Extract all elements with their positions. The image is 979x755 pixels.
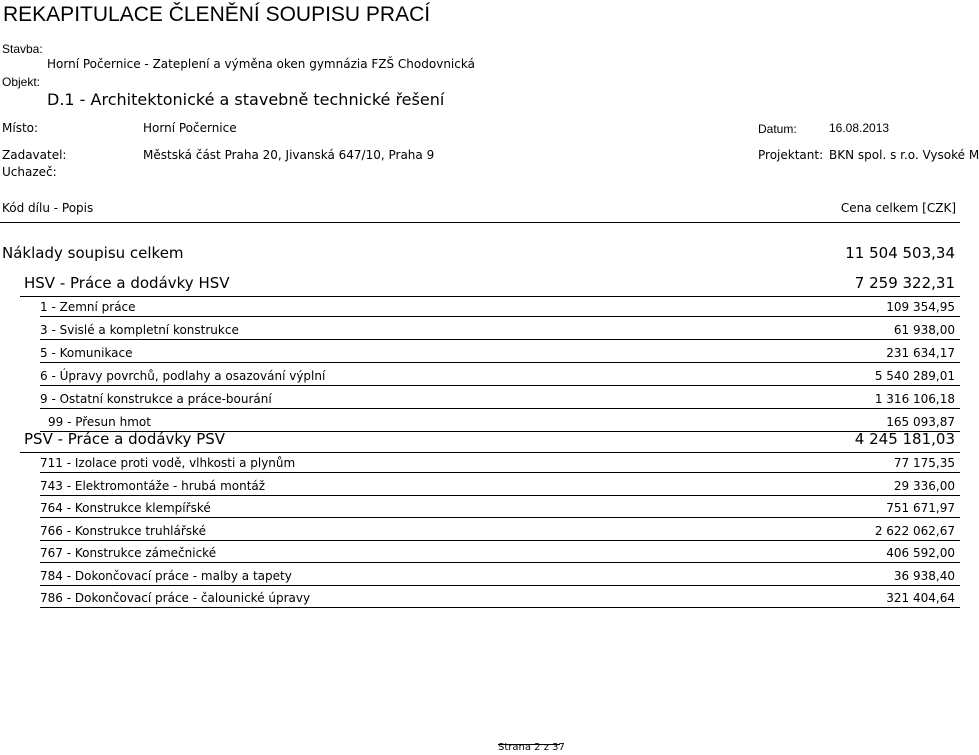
psv-item-label: 766 - Konstrukce truhlářské [40,523,206,538]
column-header-code: Kód dílu - Popis [2,201,94,215]
row-divider [40,517,960,518]
total-value: 11 504 503,34 [845,244,955,262]
projektant-value: BKN spol. s r.o. Vysoké M [829,148,979,162]
hsv-label: HSV - Práce a dodávky HSV [24,274,230,292]
row-divider [40,385,960,386]
hsv-item-label: 9 - Ostatní konstrukce a práce-bourání [40,392,272,406]
datum-label: Datum: [758,122,797,136]
row-divider [40,472,960,473]
hsv-item-label: 1 - Zemní práce [40,300,136,314]
total-label: Náklady soupisu celkem [2,244,184,262]
psv-item-label: 764 - Konstrukce klempířské [40,501,211,515]
psv-item-value: 321 404,64 [886,591,955,605]
projektant-label: Projektant: [758,148,824,162]
psv-item-value: 77 175,35 [893,456,955,470]
psv-item-value: 2 622 062,67 [874,523,955,538]
hsv-item-label: 5 - Komunikace [40,346,133,360]
hsv-item-label: 99 - Přesun hmot [48,415,151,429]
misto-label: Místo: [2,121,39,135]
hsv-item-value: 165 093,87 [886,415,955,429]
row-divider [40,339,960,340]
psv-item-value: 406 592,00 [886,546,955,560]
psv-item-label: 711 - Izolace proti vodě, vlhkosti a plynům [40,456,296,470]
page-number: Strana 2 z 37 [498,742,565,753]
psv-item-label: 784 - Dokončovací práce - malby a tapety [40,568,292,583]
page-title: REKAPITULACE ČLENĚNÍ SOUPISU PRACÍ [3,3,431,26]
psv-item-label: 743 - Elektromontáže - hrubá montáž [40,478,266,493]
stavba-label: Stavba: [2,42,43,56]
psv-item-label: 786 - Dokončovací práce - čalounické úpravy [40,591,311,605]
psv-item-label: 767 - Konstrukce zámečnické [40,546,217,560]
objekt-label: Objekt: [2,75,41,89]
row-divider [40,562,960,563]
psv-item-value: 36 938,40 [893,568,955,583]
psv-label: PSV - Práce a dodávky PSV [24,430,226,448]
row-divider [40,316,960,317]
hsv-item-label: 6 - Úpravy povrchů, podlahy a osazování výplní [40,369,326,383]
row-divider [40,362,960,363]
objekt-value: D.1 - Architektonické a stavebně technické řešení [47,90,445,109]
row-divider [40,495,960,496]
row-divider [40,585,960,586]
psv-divider [20,452,960,453]
row-divider [40,540,960,541]
psv-item-value: 751 671,97 [886,501,955,515]
header-divider [0,222,960,223]
zadavatel-label: Zadavatel: [2,148,67,162]
stavba-value: Horní Počernice - Zateplení a výměna oken gymnázia FZŠ Chodovnická [47,57,475,71]
hsv-item-value: 109 354,95 [886,300,955,314]
uchazec-label: Uchazeč: [2,165,57,179]
row-divider [40,607,960,608]
hsv-item-value: 231 634,17 [886,346,955,360]
hsv-item-label: 3 - Svislé a kompletní konstrukce [40,323,239,337]
hsv-divider [20,296,960,297]
hsv-item-value: 5 540 289,01 [874,369,955,383]
zadavatel-value: Městská část Praha 20, Jivanská 647/10, Praha 9 [143,148,435,162]
hsv-value: 7 259 322,31 [854,274,955,292]
misto-value: Horní Počernice [143,121,237,135]
hsv-item-value: 61 938,00 [893,323,955,337]
datum-value: 16.08.2013 [829,121,890,135]
hsv-item-value: 1 316 106,18 [874,392,955,406]
column-header-price: Cena celkem [CZK] [840,201,956,215]
psv-item-value: 29 336,00 [893,478,955,493]
psv-value: 4 245 181,03 [854,430,955,448]
row-divider [40,408,960,409]
